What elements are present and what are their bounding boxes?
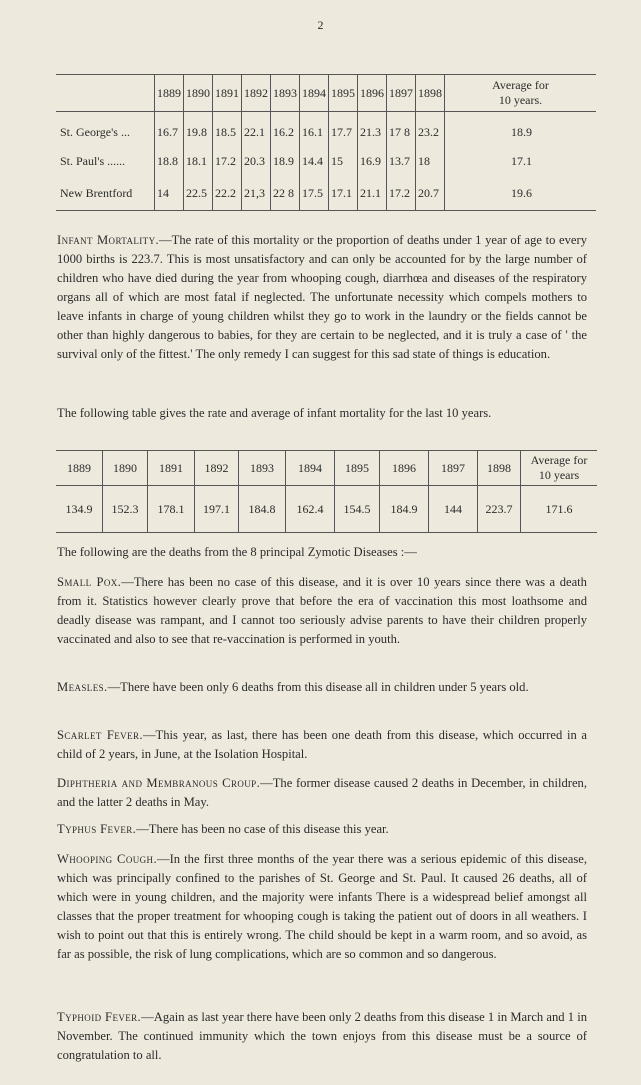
- table-cell: 20.7: [416, 176, 445, 211]
- table-row: [56, 147, 596, 176]
- table-row: [56, 112, 596, 148]
- table-cell: 18.9: [271, 147, 300, 176]
- year-header: 1893: [239, 451, 286, 486]
- section-heading: Whooping Cough.: [57, 852, 158, 866]
- year-header: 1898: [478, 451, 521, 486]
- section-text: —There has been no case of this disease this year.: [136, 822, 389, 836]
- section-heading: Small Pox.: [57, 575, 122, 589]
- year-header: 1894: [300, 75, 329, 112]
- table-cell: 18.1: [184, 147, 213, 176]
- table-cell: 16.7: [155, 112, 184, 148]
- table-header-row: [56, 75, 596, 112]
- section-text: —The former disease caused 2 deaths in December, in children, and the latter 2 deaths in May.: [57, 776, 587, 809]
- year-header: 1897: [429, 451, 478, 486]
- district-rates-table: [56, 74, 596, 211]
- year-header: 1892: [195, 451, 239, 486]
- table-cell: 154.5: [335, 486, 380, 533]
- zymotic-intro: The following are the deaths from the 8 principal Zymotic Diseases :—: [57, 545, 417, 559]
- row-label: St. George's ...: [60, 125, 130, 139]
- infant-mortality-paragraph: [57, 231, 587, 364]
- table-cell: 18.8: [155, 147, 184, 176]
- average-header: [521, 451, 598, 486]
- table-cell: 13.7: [387, 147, 416, 176]
- table-cell: 18.5: [213, 112, 242, 148]
- section-heading: Scarlet Fever.: [57, 728, 143, 742]
- table-cell: 134.9: [56, 486, 103, 533]
- year-header: 1895: [329, 75, 358, 112]
- year-header: 1890: [103, 451, 148, 486]
- whooping-cough-paragraph: [57, 850, 587, 964]
- row-label: St. Paul's ......: [60, 154, 126, 168]
- table-cell: 152.3: [103, 486, 148, 533]
- average-cell: 18.9: [445, 112, 597, 148]
- section-text: —Again as last year there have been only 2 deaths from this disease 1 in March and 1 in November. The continued immunity which the town enjoys from this disease must be a source of congratulation to all.: [57, 1010, 587, 1062]
- section-text: —The rate of this mortality or the proportion of deaths under 1 year of age to every 1000 births is 223.7. This is most unsatisfactory and can only be accounted for by the large number of children who have died during the year from whooping cough, diarrhœa and diseases of the respiratory organs all of which are most fatal if neglected. The unfortunate necessity which compels mothers to leave infants in charge of young children whilst they go to work in the laundry or the fields cannot be other than highly dangerous to babies, for they are certain to be neglected, and it is truly a case of ' the survival only of the fittest.' The only remedy I can suggest for this sad state of things is education.: [57, 233, 587, 361]
- table-cell: 22.1: [242, 112, 271, 148]
- table-cell: 20.3: [242, 147, 271, 176]
- table-cell: 16.2: [271, 112, 300, 148]
- measles-paragraph: [57, 678, 587, 697]
- year-header: 1891: [213, 75, 242, 112]
- section-text: —There have been only 6 deaths from this disease all in children under 5 years old.: [107, 680, 529, 694]
- table-cell: 19.8: [184, 112, 213, 148]
- table-cell: 184.8: [239, 486, 286, 533]
- page-number: 2: [317, 18, 324, 32]
- year-header: 1897: [387, 75, 416, 112]
- table-cell: 14: [155, 176, 184, 211]
- table-cell: 14.4: [300, 147, 329, 176]
- section-heading: Diphtheria and Membranous Croup.: [57, 776, 261, 790]
- year-header: 1898: [416, 75, 445, 112]
- typhus-fever-paragraph: [57, 820, 587, 839]
- table-cell: 15: [329, 147, 358, 176]
- table-cell: 17.1: [329, 176, 358, 211]
- year-header: 1891: [148, 451, 195, 486]
- average-cell: 171.6: [521, 486, 598, 533]
- section-heading: Infant Mortality.: [57, 233, 160, 247]
- average-header-line1: Average for: [530, 453, 588, 467]
- year-header: 1893: [271, 75, 300, 112]
- table-cell: 22 8: [271, 176, 300, 211]
- table-cell: 17 8: [387, 112, 416, 148]
- table-cell: 184.9: [380, 486, 429, 533]
- table-cell: 17.2: [387, 176, 416, 211]
- average-header: [445, 75, 597, 112]
- table-cell: 197.1: [195, 486, 239, 533]
- scarlet-fever-paragraph: [57, 726, 587, 764]
- year-header: 1889: [155, 75, 184, 112]
- table-cell: 17.7: [329, 112, 358, 148]
- table-cell: 23.2: [416, 112, 445, 148]
- year-header: 1896: [380, 451, 429, 486]
- section-text: —There has been no case of this disease, and it is over 10 years since there was a death from it. Statistics however clearly prove that before the era of vaccination this most loathsome and deadly disease was rampant, and I cannot too seriously advise parents to have their children properly vaccinated and also to see that re-vaccination is performed in youth.: [57, 575, 587, 646]
- section-heading: Measles.: [57, 680, 108, 694]
- infant-mortality-table: [56, 450, 597, 533]
- section-heading: Typhoid Fever.: [57, 1010, 142, 1024]
- diphtheria-paragraph: [57, 774, 587, 812]
- year-header: 1896: [358, 75, 387, 112]
- average-cell: 17.1: [445, 147, 597, 176]
- table-cell: 16.9: [358, 147, 387, 176]
- year-header: 1890: [184, 75, 213, 112]
- section-text: —This year, as last, there has been one death from this disease, which occurred in a child of 2 years, in June, at the Isolation Hospital.: [57, 728, 587, 761]
- table-row: [56, 176, 596, 211]
- table-cell: 162.4: [286, 486, 335, 533]
- table-cell: 21,3: [242, 176, 271, 211]
- table-cell: 21.3: [358, 112, 387, 148]
- table-cell: 21.1: [358, 176, 387, 211]
- table-cell: 18: [416, 147, 445, 176]
- table-cell: 22.2: [213, 176, 242, 211]
- table-cell: 16.1: [300, 112, 329, 148]
- year-header: 1894: [286, 451, 335, 486]
- typhoid-fever-paragraph: [57, 1008, 587, 1065]
- average-header-line2: 10 years.: [498, 93, 543, 107]
- row-label: New Brentford: [56, 176, 155, 211]
- average-header-line1: Average for: [492, 78, 549, 92]
- table-cell: 178.1: [148, 486, 195, 533]
- table-header-row: [56, 451, 597, 486]
- table-row: [56, 486, 597, 533]
- average-header-line2: 10 years: [538, 468, 580, 482]
- average-cell: 19.6: [445, 176, 597, 211]
- small-pox-paragraph: [57, 573, 587, 649]
- table-cell: 144: [429, 486, 478, 533]
- year-header: 1889: [56, 451, 103, 486]
- table-cell: 17.2: [213, 147, 242, 176]
- table-cell: 17.5: [300, 176, 329, 211]
- header-blank: [56, 75, 155, 112]
- table-cell: 22.5: [184, 176, 213, 211]
- section-text: —In the first three months of the year there was a serious epidemic of this disease, which was principally confined to the parishes of St. George and St. Paul. It caused 26 deaths, all of which were in young children, and the majority were infants There is a widespread belief amongst all classes that the proper treatment for whooping cough is taking the patient out of doors in all weathers. I wish to point out that this is entirely wrong. The child should be kept in a warm room, and so avoid, as far as possible, the risk of lung complications, which are so common and so dangerous.: [57, 852, 587, 961]
- year-header: 1895: [335, 451, 380, 486]
- year-header: 1892: [242, 75, 271, 112]
- table2-intro: The following table gives the rate and average of infant mortality for the last 10 years.: [57, 406, 492, 420]
- table-cell: 223.7: [478, 486, 521, 533]
- section-heading: Typhus Fever.: [57, 822, 137, 836]
